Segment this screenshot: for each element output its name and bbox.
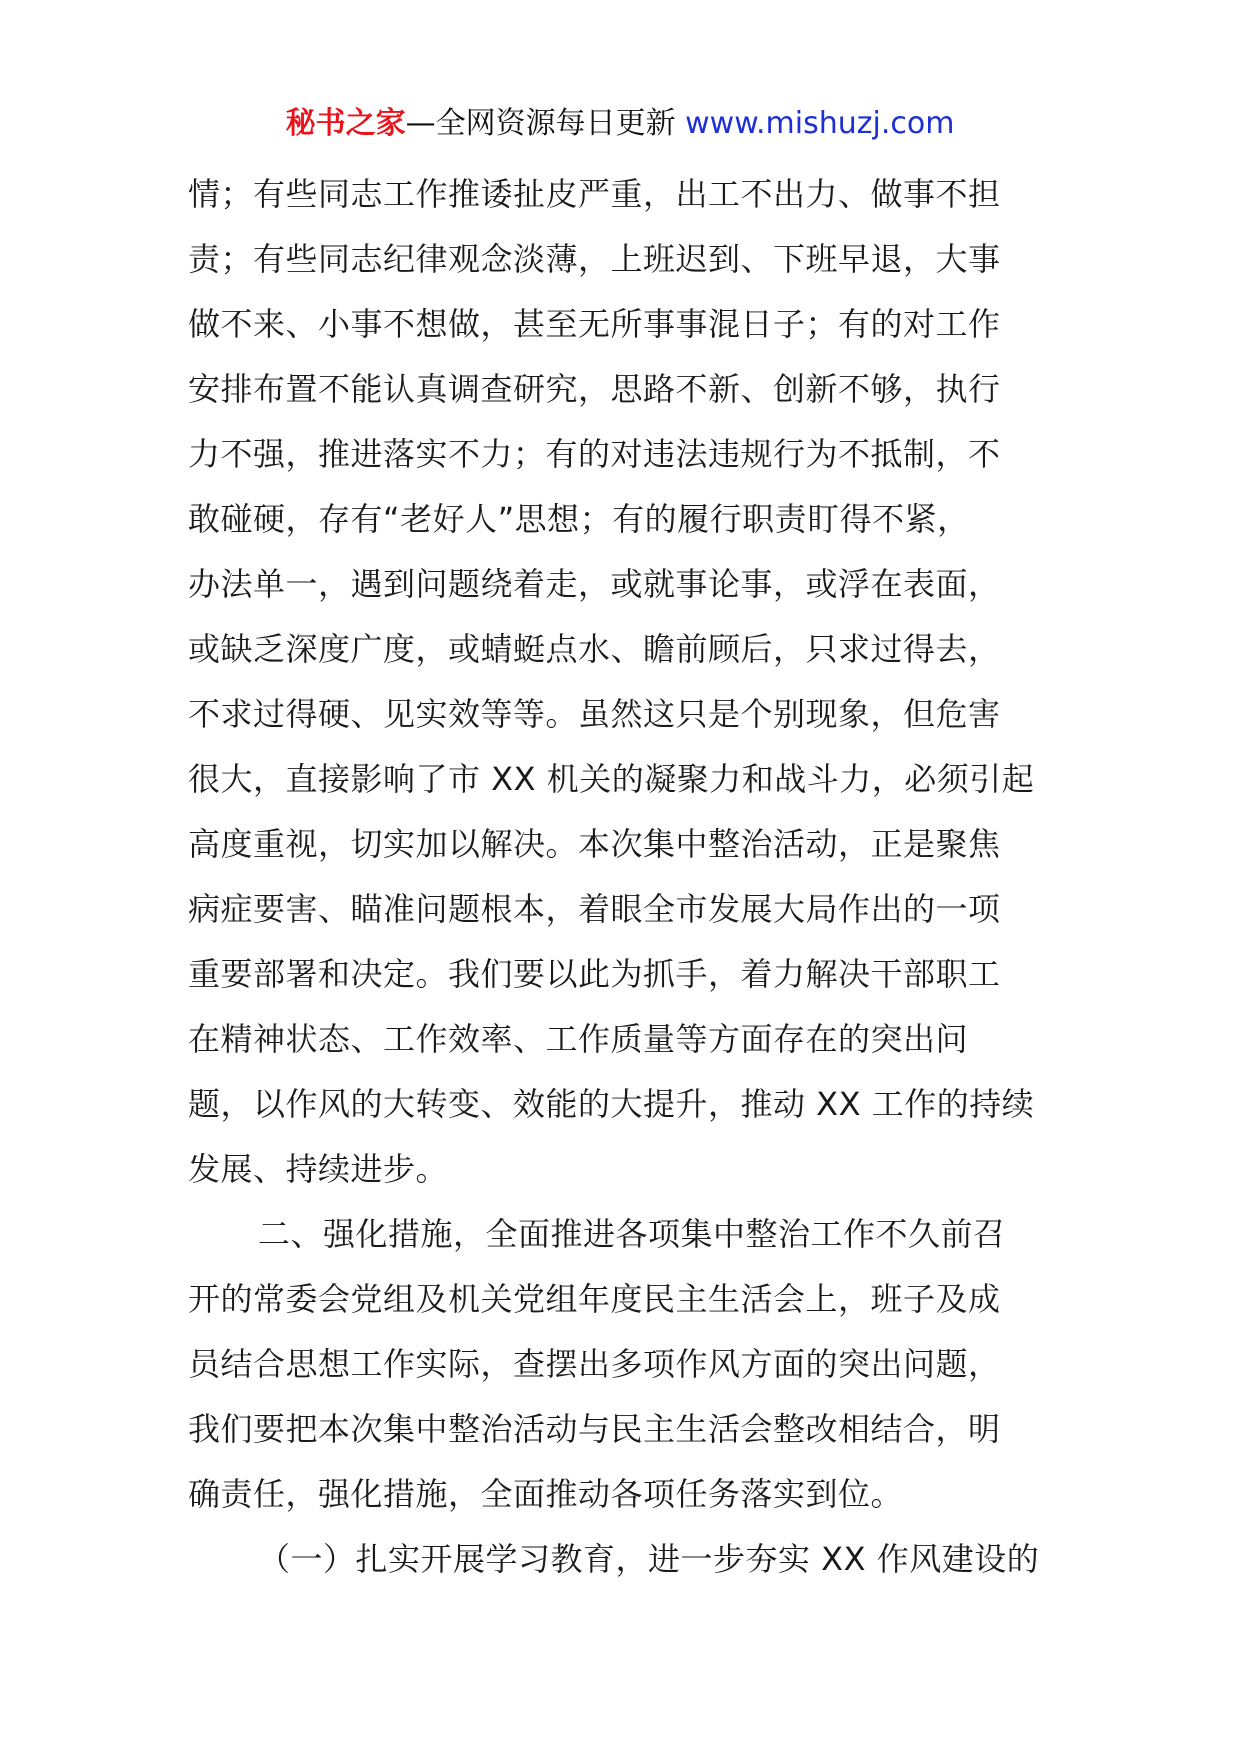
- text-line: 安排布置不能认真调查研究，思路不新、创新不够，执行: [188, 370, 1001, 408]
- header-url-link[interactable]: www.mishuzj.com: [685, 106, 955, 141]
- text-line: 重要部署和决定。我们要以此为抓手，着力解决干部职工: [188, 955, 1001, 993]
- text-line: 或缺乏深度广度，或蜻蜓点水、瞻前顾后，只求过得去，: [188, 630, 1001, 668]
- text-line: 题，以作风的大转变、效能的大提升，推动 XX 工作的持续: [188, 1085, 1035, 1123]
- text-line: 情；有些同志工作推诿扯皮严重，出工不出力、做事不担: [188, 175, 1001, 213]
- header-tagline: —全网资源每日更新: [405, 106, 686, 141]
- header-brand: 秘书之家: [285, 106, 406, 141]
- text-line: 高度重视，切实加以解决。本次集中整治活动，正是聚焦: [188, 825, 1001, 863]
- text-line: 敢碰硬，存有“老好人”思想；有的履行职责盯得不紧，: [188, 500, 970, 538]
- text-line: 确责任，强化措施，全面推动各项任务落实到位。: [188, 1475, 904, 1513]
- site-header: [0, 100, 1240, 148]
- text-line: 二、强化措施，全面推进各项集中整治工作不久前召: [258, 1215, 1006, 1253]
- text-line: （一）扎实开展学习教育，进一步夯实 XX 作风建设的: [258, 1540, 1040, 1578]
- text-line: 做不来、小事不想做，甚至无所事事混日子；有的对工作: [188, 305, 1001, 343]
- text-line: 我们要把本次集中整治活动与民主生活会整改相结合，明: [188, 1410, 1001, 1448]
- text-line: 办法单一，遇到问题绕着走，或就事论事，或浮在表面，: [188, 565, 1001, 603]
- text-line: 开的常委会党组及机关党组年度民主生活会上，班子及成: [188, 1280, 1001, 1318]
- text-line: 病症要害、瞄准问题根本，着眼全市发展大局作出的一项: [188, 890, 1001, 928]
- text-line: 很大，直接影响了市 XX 机关的凝聚力和战斗力，必须引起: [188, 760, 1035, 798]
- text-line: 在精神状态、工作效率、工作质量等方面存在的突出问: [188, 1020, 969, 1058]
- text-line: 力不强，推进落实不力；有的对违法违规行为不抵制，不: [188, 435, 1001, 473]
- document-body: [188, 162, 1068, 1592]
- text-line: 发展、持续进步。: [188, 1150, 449, 1188]
- text-line: 员结合思想工作实际，查摆出多项作风方面的突出问题，: [188, 1345, 1001, 1383]
- text-line: 不求过得硬、见实效等等。虽然这只是个别现象，但危害: [188, 695, 1001, 733]
- text-line: 责；有些同志纪律观念淡薄，上班迟到、下班早退，大事: [188, 240, 1001, 278]
